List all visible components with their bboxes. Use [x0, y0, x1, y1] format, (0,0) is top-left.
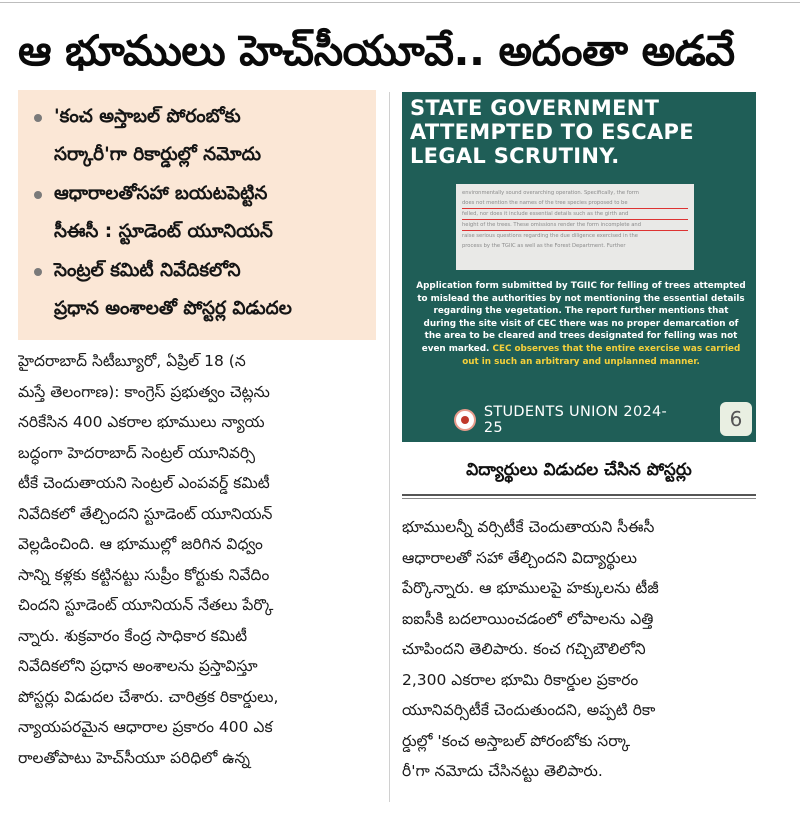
doc-line: raise serious questions regarding the due diligence exercised in the — [462, 233, 638, 239]
article-line: న్యాయపరమైన ఆధారాల ప్రకారం 400 ఎక — [18, 718, 273, 736]
doc-line: height of the trees. These omissions render the form incomplete and — [462, 220, 688, 231]
highlight-line: సెంట్రల్ కమిటీ నివేదికలోని — [54, 260, 241, 281]
article-line: వెల్లడించింది. ఆ భూముల్లో జరిగిన విధ్వం — [18, 535, 263, 553]
highlight-line: ఆధారాలతోసహా బయటపెట్టిన — [54, 183, 268, 204]
poster-document-excerpt — [456, 184, 694, 270]
article-line: మస్తే తెలంగాణ): కాంగ్రెస్ ప్రభుత్వం చెట్లను — [18, 382, 270, 401]
article-line: ఐఐసీకి బదలాయించడంలో లోపాలను ఎత్తి — [402, 609, 654, 628]
article-line: బద్ధంగా హెదరాబాద్ సెంట్రల్ యూనివర్సి — [18, 443, 256, 462]
article-line: నరికేసిన 400 ఎకరాల భూములు న్యాయ — [18, 413, 265, 431]
doc-line: does not mention the names of the tree species proposed to be — [462, 198, 688, 209]
article-line: హైదరాబాద్ సిటీబ్యూరో, ఏప్రిల్ 18 (న — [18, 352, 246, 370]
article-line: రీ'గా నమోదు చేసినట్టు తెలిపారు. — [402, 762, 603, 780]
article-line: భూములన్నీ వర్సిటీకే చెందుతాయని సీఈసీ — [402, 518, 655, 536]
article-line: చిందని స్టూడెంట్ యూనియన్ నేతలు పేర్కొ — [18, 596, 274, 614]
highlight-line: సర్కారీ'గా రికార్డుల్లో నమోదు — [54, 144, 262, 165]
highlight-bullet — [32, 252, 368, 328]
caption-rule — [402, 498, 756, 499]
article-line: చూపిందని తెలిపారు. కంచ గచ్చిబౌలిలోని — [402, 640, 646, 658]
article-line: ర్డుల్లో 'కంచ అస్తాబల్ పోరంబోకు సర్కా — [402, 731, 631, 750]
article-line: యూనివర్సిటీకే చెందుతుందని, అప్పటి రికా — [402, 701, 656, 719]
article-line: టీకే చెందుతాయని సెంట్రల్ ఎంపవర్డ్ కమిటీ — [18, 474, 270, 492]
union-name: STUDENTS UNION 2024-25 — [483, 404, 668, 436]
bullet-dot-icon — [34, 114, 42, 122]
page-number-badge: 6 — [720, 402, 752, 436]
union-seal-icon — [454, 409, 476, 431]
highlight-bullet — [32, 175, 368, 251]
article-line: సాన్ని కళ్లకు కట్టినట్టు సుప్రీం కోర్టుకు నివేదిం — [18, 565, 270, 584]
doc-line: process by the TGIIC as well as the Forest Department. Further — [462, 243, 626, 249]
article-column-left — [18, 346, 378, 773]
poster-body — [416, 280, 746, 368]
highlight-line: సీఈసీ : స్టూడెంట్ యూనియన్ — [54, 221, 273, 242]
article-line: ఆధారాలతో సహా తేల్చిందని విద్యార్థులు — [402, 548, 637, 567]
article-line: 2,300 ఎకరాల భూమి రికార్డుల ప్రకారం — [402, 670, 639, 689]
bullet-dot-icon — [34, 191, 42, 199]
poster-title: STATE GOVERNMENT ATTEMPTED TO ESCAPE LEGAL SCRUTINY. — [410, 96, 694, 168]
highlight-line: ప్రధాన అంశాలతో పోస్టర్ల విడుదల — [54, 298, 292, 319]
bullet-dot-icon — [34, 268, 42, 276]
poster-body-text: Application form submitted by TGIIC for felling of trees attempted to mislead the authorities by not mentioning the essential details regarding the vegetation. The report further mentions that during the site visit of CEC there was no proper demarcation of the area to be cleared and trees designated for felling was not even marked. — [416, 281, 746, 354]
poster-image — [402, 92, 756, 442]
article-line: రాలతోపాటు హెచ్‌సీయూ పరిధిలో ఉన్న — [18, 748, 251, 767]
poster-caption: విద్యార్థులు విడుదల చేసిన పోస్టర్లు — [466, 460, 692, 480]
doc-line: felled, nor does it include essential details such as the girth and — [462, 209, 688, 220]
article-line: పోస్టర్లు విడుదల చేశారు. చారిత్రక రికార్డులు, — [18, 687, 279, 706]
doc-line: environmentally sound overarching operation. Specifically, the form — [462, 190, 639, 196]
article-column-right — [402, 512, 760, 787]
highlight-line: 'కంచ అస్తాబల్ పోరంబోకు — [54, 106, 241, 127]
highlights-box — [18, 90, 376, 340]
poster-highlight-text: CEC observes that the entire exercise was carried out in such an arbitrary and unplanned manner. — [462, 343, 741, 367]
highlight-bullet — [32, 98, 368, 174]
top-rule — [0, 2, 800, 3]
article-line: పేర్కొన్నారు. ఆ భూములపై హక్కులను టీజీ — [402, 579, 659, 597]
article-line: నివేదికలో తేల్చిందని స్టూడెంట్ యూనియన్ — [18, 504, 273, 523]
caption-rule — [402, 494, 756, 496]
column-divider — [389, 92, 390, 802]
poster-footer — [454, 404, 684, 436]
article-line: న్నారు. శుక్రవారం కేంద్ర సాధికార కమిటీ — [18, 626, 248, 645]
headline: ఆ భూములు హెచ్‌సీయూవే.. అదంతా అడవే — [18, 26, 735, 75]
article-line: నివేదికలోని ప్రధాన అంశాలను ప్రస్తావిస్తూ — [18, 657, 258, 675]
